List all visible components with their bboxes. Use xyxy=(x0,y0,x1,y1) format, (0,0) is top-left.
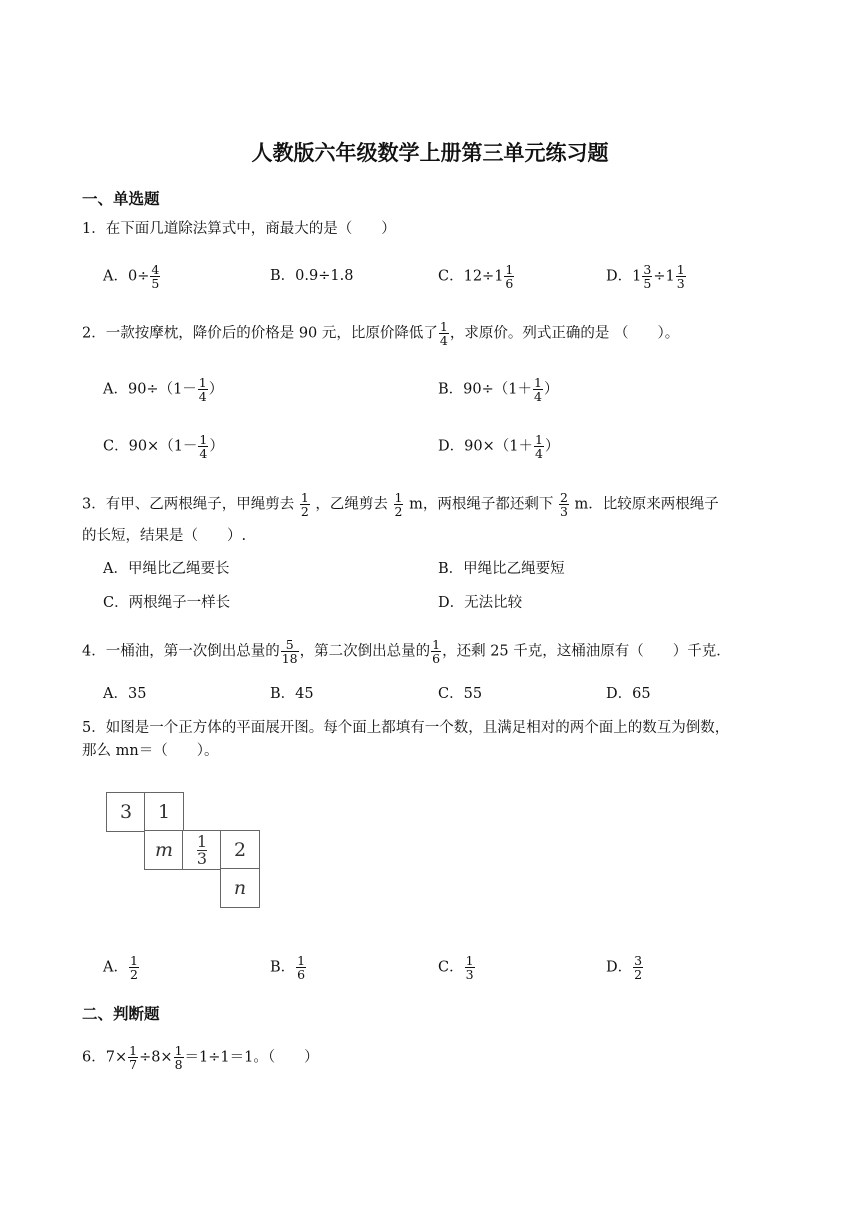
fraction xyxy=(300,491,310,518)
numerator: 1 xyxy=(394,490,403,505)
fraction xyxy=(198,376,208,403)
q1-option-d-mid: ÷1 xyxy=(653,268,675,285)
q5-option-a-label: A． xyxy=(103,959,128,976)
denominator: 2 xyxy=(300,504,309,519)
q2-stem-part1: 2．一款按摩枕，降价后的价格是 90 元，比原价降低了 xyxy=(82,325,438,342)
q3-option-d: D．无法比较 xyxy=(438,595,523,611)
q4-text-1: 4．一桶油，第一次倒出总量的 xyxy=(82,643,280,660)
q2-option-c xyxy=(103,433,224,460)
numerator: 1 xyxy=(534,432,543,447)
q2-option-a-pre: A．90÷（1－ xyxy=(103,381,197,398)
fraction xyxy=(439,320,449,347)
denominator: 3 xyxy=(196,848,208,868)
fraction xyxy=(534,433,544,460)
numerator: 1 xyxy=(505,262,514,277)
denominator: 4 xyxy=(439,333,448,348)
q1-option-c xyxy=(438,263,515,290)
denominator: 18 xyxy=(281,651,298,666)
denominator: 3 xyxy=(559,504,568,519)
net-cell-1: 1 xyxy=(144,792,184,832)
numerator: 1 xyxy=(129,953,138,968)
q1-option-d xyxy=(606,263,687,290)
fraction xyxy=(196,831,208,868)
denominator: 2 xyxy=(394,504,403,519)
q5-option-a xyxy=(103,954,140,981)
q6-text-3: ＝1÷1＝1。（ ） xyxy=(184,1049,319,1066)
q3-text-3: m，两根绳子都还剩下 xyxy=(404,496,558,513)
q2-option-b-post: ） xyxy=(543,381,559,398)
q5-option-d xyxy=(606,954,644,981)
fraction xyxy=(633,954,643,981)
q4-text-2: ，第二次倒出总量的 xyxy=(299,643,431,660)
fraction xyxy=(431,638,441,665)
q2-option-b xyxy=(438,376,558,403)
q4-option-c: C．55 xyxy=(438,686,483,702)
fraction xyxy=(150,263,160,290)
net-cell-one-third xyxy=(182,830,222,870)
q5-option-b-label: B． xyxy=(270,959,296,976)
question-3-stem-line2: 的长短，结果是（ ）. xyxy=(82,528,247,544)
denominator: 6 xyxy=(432,651,441,666)
denominator: 2 xyxy=(634,967,643,982)
q3-option-c: C．两根绳子一样长 xyxy=(103,595,231,611)
net-cell-3: 3 xyxy=(106,792,146,832)
numerator: 1 xyxy=(174,1043,183,1058)
net-cell-m: m xyxy=(144,830,184,870)
q2-stem-part2: ，求原价。列式正确的是 （ ）。 xyxy=(449,325,680,342)
numerator: 1 xyxy=(129,1043,138,1058)
section-heading-single-choice: 一、单选题 xyxy=(82,190,160,208)
question-5-stem-line1: 5．如图是一个正方体的平面展开图。每个面上都填有一个数，且满足相对的两个面上的数互为倒数， xyxy=(82,720,730,736)
question-5-stem-line2: 那么 mn＝（ ）。 xyxy=(82,743,219,759)
fraction xyxy=(198,433,208,460)
page-title: 人教版六年级数学上册第三单元练习题 xyxy=(251,141,609,165)
q2-option-a-post: ） xyxy=(208,381,224,398)
q5-option-b xyxy=(270,954,307,981)
q1-option-d-text: D．1 xyxy=(606,268,642,285)
denominator: 5 xyxy=(151,276,160,291)
q3-option-b: B．甲绳比乙绳要短 xyxy=(438,561,565,577)
q2-option-c-post: ） xyxy=(209,438,224,455)
fraction xyxy=(533,376,543,403)
fraction xyxy=(642,263,652,290)
denominator: 6 xyxy=(297,967,306,982)
q4-option-d: D．65 xyxy=(606,686,651,702)
numerator: 1 xyxy=(533,375,542,390)
q5-option-c-label: C． xyxy=(438,959,464,976)
fraction xyxy=(504,263,514,290)
numerator: 1 xyxy=(300,490,309,505)
q4-option-a: A．35 xyxy=(103,686,147,702)
fraction xyxy=(394,491,404,518)
q1-option-a-text: A．0÷ xyxy=(103,268,150,285)
q2-option-a xyxy=(103,376,223,403)
denominator: 5 xyxy=(643,276,652,291)
numerator: 1 xyxy=(439,319,448,334)
numerator: 2 xyxy=(559,490,568,505)
fraction xyxy=(559,491,569,518)
denominator: 7 xyxy=(129,1057,138,1072)
numerator: 1 xyxy=(432,637,441,652)
denominator: 8 xyxy=(174,1057,183,1072)
question-6-stem xyxy=(82,1044,319,1071)
numerator: 3 xyxy=(643,262,652,277)
fraction xyxy=(128,1044,138,1071)
q1-option-a xyxy=(103,263,161,290)
denominator: 4 xyxy=(533,389,542,404)
q2-option-b-pre: B．90÷（1＋ xyxy=(438,381,532,398)
q5-option-c xyxy=(438,954,476,981)
denominator: 4 xyxy=(198,389,207,404)
q1-option-c-text: C．12÷1 xyxy=(438,268,504,285)
fraction xyxy=(465,954,475,981)
q3-text-2: ，乙绳剪去 xyxy=(310,496,393,513)
denominator: 6 xyxy=(505,276,514,291)
numerator: 1 xyxy=(196,831,208,851)
q4-option-b: B．45 xyxy=(270,686,314,702)
section-heading-true-false: 二、判断题 xyxy=(82,1005,160,1023)
q1-option-b: B．0.9÷1.8 xyxy=(270,268,354,284)
q2-option-d-post: ） xyxy=(544,438,560,455)
fraction xyxy=(676,263,686,290)
numerator: 1 xyxy=(676,262,685,277)
question-2-stem xyxy=(82,320,679,347)
fraction xyxy=(129,954,139,981)
numerator: 1 xyxy=(198,375,207,390)
q3-option-a: A．甲绳比乙绳要长 xyxy=(103,561,230,577)
numerator: 3 xyxy=(634,953,643,968)
q3-text-1: 3．有甲、乙两根绳子，甲绳剪去 xyxy=(82,496,299,513)
numerator: 1 xyxy=(297,953,306,968)
numerator: 1 xyxy=(199,432,208,447)
fraction xyxy=(296,954,306,981)
net-cell-2: 2 xyxy=(220,830,260,870)
numerator: 4 xyxy=(151,262,160,277)
numerator: 5 xyxy=(285,637,294,652)
fraction xyxy=(174,1044,184,1071)
question-4-stem xyxy=(82,638,731,665)
q5-option-d-label: D． xyxy=(606,959,633,976)
fraction xyxy=(281,638,299,665)
numerator: 1 xyxy=(465,953,474,968)
question-1-stem: 1．在下面几道除法算式中，商最大的是（ ） xyxy=(82,221,396,237)
q2-option-d-pre: D．90×（1＋ xyxy=(438,438,533,455)
q4-text-3: ，还剩 25 千克，这桶油原有（ ）千克． xyxy=(442,643,731,660)
denominator: 4 xyxy=(534,446,543,461)
denominator: 3 xyxy=(676,276,685,291)
q6-text-2: ÷8× xyxy=(139,1049,173,1066)
q6-text-1: 6．7× xyxy=(82,1049,128,1066)
denominator: 2 xyxy=(129,967,138,982)
q2-option-d xyxy=(438,433,559,460)
denominator: 3 xyxy=(465,967,474,982)
question-3-stem-line1 xyxy=(82,491,719,518)
net-cell-n: n xyxy=(220,868,260,908)
q2-option-c-pre: C．90×（1－ xyxy=(103,438,198,455)
denominator: 4 xyxy=(199,446,208,461)
q3-text-4: m．比较原来两根绳子 xyxy=(569,496,719,513)
